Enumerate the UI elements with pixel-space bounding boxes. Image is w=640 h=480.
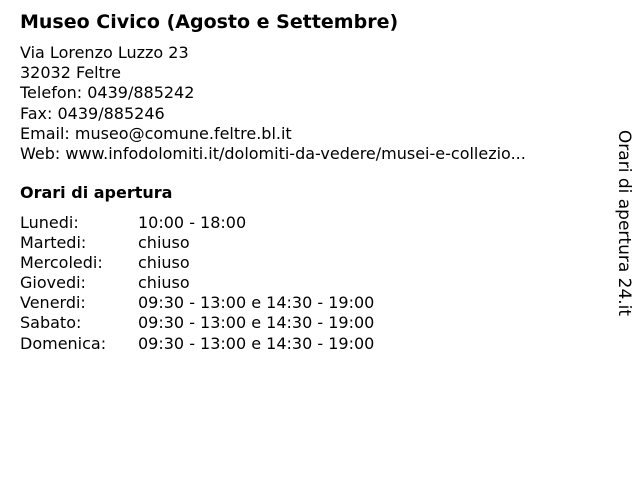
hours-row-monday — [20, 213, 374, 233]
web-line: Web: www.infodolomiti.it/dolomiti-da-vedere/musei-e-collezio... — [20, 144, 526, 164]
day-hours: 09:30 - 13:00 e 14:30 - 19:00 — [138, 333, 375, 353]
day-hours: 09:30 - 13:00 e 14:30 - 19:00 — [138, 293, 375, 313]
day-label: Giovedi: — [20, 273, 86, 293]
page-title: Museo Civico (Agosto e Settembre) — [20, 11, 399, 33]
day-label: Mercoledi: — [20, 253, 103, 273]
city-line: 32032 Feltre — [20, 63, 121, 83]
day-hours: 09:30 - 13:00 e 14:30 - 19:00 — [138, 313, 375, 333]
hours-heading: Orari di apertura — [20, 183, 173, 202]
hours-row-wednesday — [20, 253, 374, 273]
day-hours: chiuso — [138, 253, 190, 273]
brand-watermark: Orari di apertura 24.it — [614, 129, 634, 317]
hours-row-sunday — [20, 334, 374, 354]
day-label: Martedi: — [20, 233, 87, 253]
day-label: Venerdi: — [20, 293, 86, 313]
day-label: Domenica: — [20, 333, 107, 353]
day-hours: 10:00 - 18:00 — [138, 213, 247, 232]
day-hours: chiuso — [138, 273, 190, 293]
day-label: Lunedi: — [20, 213, 79, 232]
hours-row-tuesday — [20, 233, 374, 253]
fax-line: Fax: 0439/885246 — [20, 103, 165, 123]
phone-line: Telefon: 0439/885242 — [20, 83, 195, 103]
opening-hours-table — [20, 213, 374, 354]
address-line: Via Lorenzo Luzzo 23 — [20, 43, 189, 62]
day-label: Sabato: — [20, 313, 82, 333]
hours-row-thursday — [20, 273, 374, 293]
hours-row-saturday — [20, 313, 374, 333]
contact-info — [20, 43, 526, 164]
day-hours: chiuso — [138, 233, 190, 253]
hours-row-friday — [20, 293, 374, 313]
email-line: Email: museo@comune.feltre.bl.it — [20, 123, 292, 143]
